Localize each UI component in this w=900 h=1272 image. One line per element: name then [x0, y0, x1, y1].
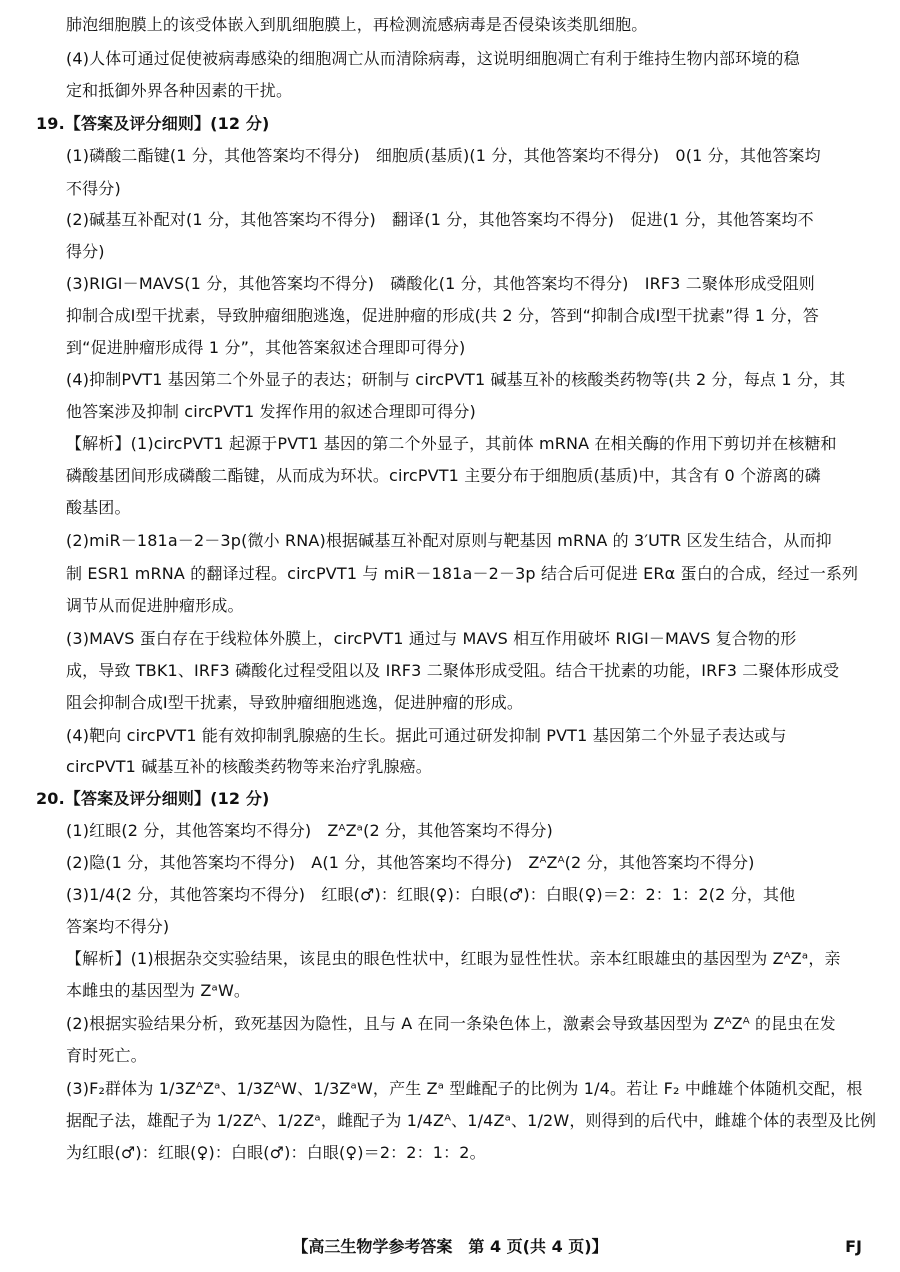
text-line: (4)抑制PVT1 基因第二个外显子的表达；研制与 circPVT1 碱基互补的核酸类药物等(共 2 分，每点 1 分，其 [66, 370, 846, 389]
text-line: 他答案涉及抑制 circPVT1 发挥作用的叙述合理即可得分) [66, 402, 476, 421]
text-line: (2)隐(1 分，其他答案均不得分) A(1 分，其他答案均不得分) ZᴬZᴬ(2 分，其他答案均不得分) [66, 853, 755, 872]
text-line: (4)靶向 circPVT1 能有效抑制乳腺癌的生长。据此可通过研发抑制 PVT1 基因第二个外显子表达或与 [66, 726, 787, 745]
text-line: 调节从而促进肿瘤形成。 [66, 596, 244, 615]
text-line: circPVT1 碱基互补的核酸类药物等来治疗乳腺癌。 [66, 757, 432, 776]
text-line: (3)MAVS 蛋白存在于线粒体外膜上，circPVT1 通过与 MAVS 相互作用破坏 RIGI－MAVS 复合物的形 [66, 629, 797, 648]
text-line: 磷酸基团间形成磷酸二酯键，从而成为环状。circPVT1 主要分布于细胞质(基质)中，其含有 0 个游离的磷 [66, 466, 821, 485]
text-line: (1)红眼(2 分，其他答案均不得分) ZᴬZᵃ(2 分，其他答案均不得分) [66, 821, 553, 840]
question-19-heading: 19.【答案及评分细则】(12 分) [36, 114, 270, 133]
text-line: 酸基团。 [66, 498, 131, 517]
page-footer: 【高三生物学参考答案 第 4 页(共 4 页)】 [292, 1237, 608, 1256]
text-line: 本雌虫的基因型为 ZᵃW。 [66, 981, 251, 1000]
analysis-line: 【解析】(1)根据杂交实验结果，该昆虫的眼色性状中，红眼为显性性状。亲本红眼雄虫的基因型为 ZᴬZᵃ，亲 [66, 949, 841, 968]
analysis-line: 【解析】(1)circPVT1 起源于PVT1 基因的第二个外显子，其前体 mRNA 在相关酶的作用下剪切并在核糖和 [66, 434, 837, 453]
text-line: (3)1/4(2 分，其他答案均不得分) 红眼(♂)：红眼(♀)：白眼(♂)：白眼(♀)＝2：2：1：2(2 分，其他 [66, 885, 796, 904]
text-line: 答案均不得分) [66, 917, 170, 936]
text-line: (4)人体可通过促使被病毒感染的细胞凋亡从而清除病毒，这说明细胞凋亡有利于维持生物内部环境的稳 [66, 49, 800, 68]
text-line: (3)RIGI－MAVS(1 分，其他答案均不得分) 磷酸化(1 分，其他答案均不得分) IRF3 二聚体形成受阻则 [66, 274, 815, 293]
text-line: 阻会抑制合成Ⅰ型干扰素，导致肿瘤细胞逃逸，促进肿瘤的形成。 [66, 693, 524, 712]
text-line: 成，导致 TBK1、IRF3 磷酸化过程受阻以及 IRF3 二聚体形成受阻。结合干扰素的功能，IRF3 二聚体形成受 [66, 661, 840, 680]
text-line: (2)miR－181a－2－3p(微小 RNA)根据碱基互补配对原则与靶基因 mRNA 的 3′UTR 区发生结合，从而抑 [66, 531, 832, 550]
text-line: (3)F₂群体为 1/3ZᴬZᵃ、1/3ZᴬW、1/3ZᵃW，产生 Zᵃ 型雌配子的比例为 1/4。若让 F₂ 中雌雄个体随机交配，根 [66, 1079, 863, 1098]
text-line: 定和抵御外界各种因素的干扰。 [66, 81, 293, 100]
question-20-heading: 20.【答案及评分细则】(12 分) [36, 789, 270, 808]
text-line: (2)根据实验结果分析，致死基因为隐性，且与 A 在同一条染色体上，激素会导致基因型为 ZᴬZᴬ 的昆虫在发 [66, 1014, 836, 1033]
text-line: 为红眼(♂)：红眼(♀)：白眼(♂)：白眼(♀)＝2：2：1：2。 [66, 1143, 486, 1162]
text-line: 据配子法，雄配子为 1/2Zᴬ、1/2Zᵃ，雌配子为 1/4Zᴬ、1/4Zᵃ、1/2W，则得到的后代中，雌雄个体的表型及比例 [66, 1111, 877, 1130]
text-line: 抑制合成Ⅰ型干扰素，导致肿瘤细胞逃逸，促进肿瘤的形成(共 2 分，答到“抑制合成Ⅰ型干扰素”得 1 分，答 [66, 306, 819, 325]
text-line: 制 ESR1 mRNA 的翻译过程。circPVT1 与 miR－181a－2－3p 结合后可促进 ERα 蛋白的合成，经过一系列 [66, 564, 859, 583]
text-line: 肺泡细胞膜上的该受体嵌入到肌细胞膜上，再检测流感病毒是否侵染该类肌细胞。 [66, 15, 648, 34]
text-line: 得分) [66, 242, 105, 261]
text-line: 不得分) [66, 179, 121, 198]
footer-code: FJ [845, 1237, 862, 1256]
text-line: 育时死亡。 [66, 1046, 147, 1065]
text-line: (2)碱基互补配对(1 分，其他答案均不得分) 翻译(1 分，其他答案均不得分) 促进(1 分，其他答案均不 [66, 210, 814, 229]
text-line: 到“促进肿瘤形成得 1 分”，其他答案叙述合理即可得分) [66, 338, 466, 357]
text-line: (1)磷酸二酯键(1 分，其他答案均不得分) 细胞质(基质)(1 分，其他答案均不得分) 0(1 分，其他答案均 [66, 146, 821, 165]
